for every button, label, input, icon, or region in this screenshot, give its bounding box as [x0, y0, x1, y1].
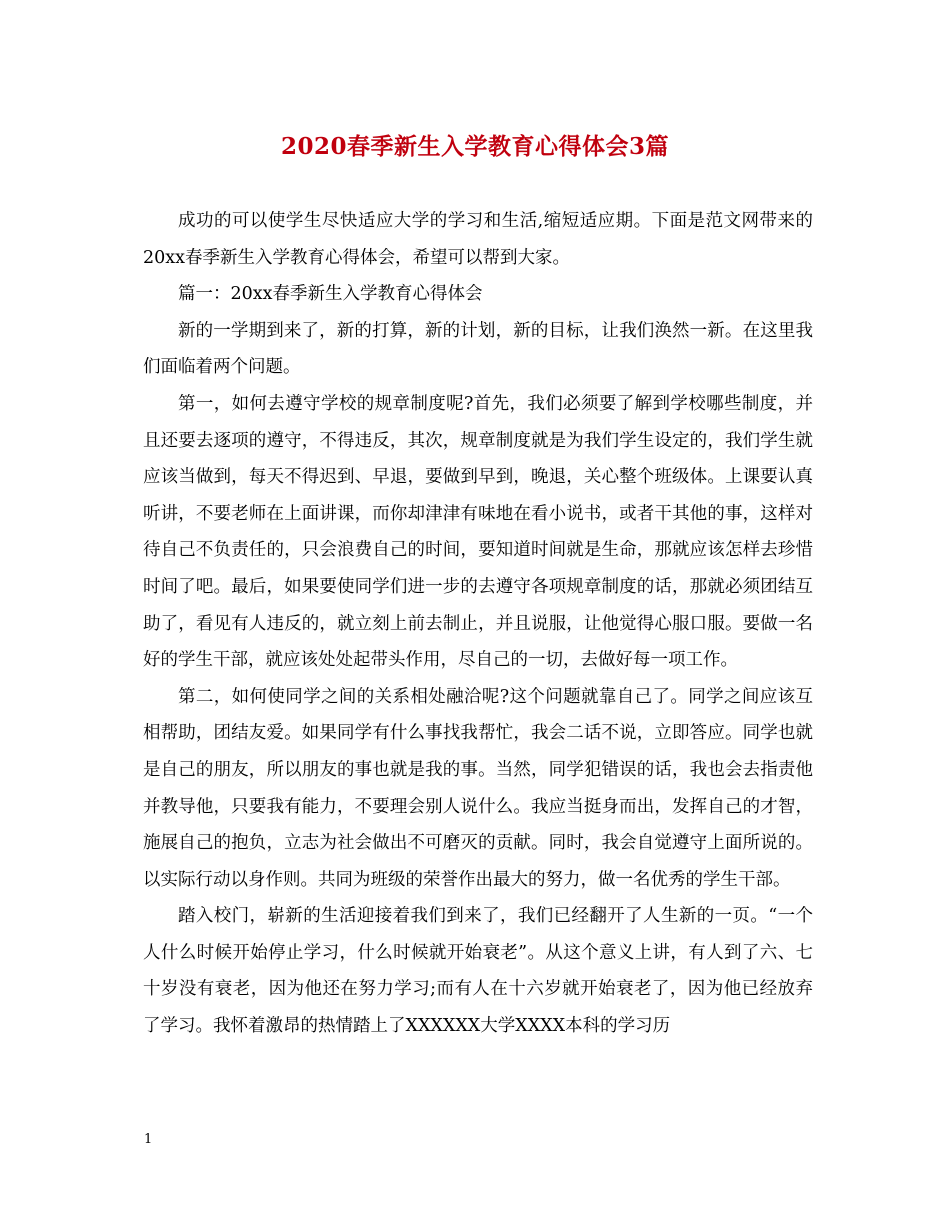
- paragraph-entering-school: 踏入校门，崭新的生活迎接着我们到来了，我们已经翻开了人生新的一页。“一个人什么时候开始停止学习，什么时候就开始衰老”。从这个意义上讲，有人到了六、七十岁没有衰老，因为他还在努力学习;而有人在十六岁就开始衰老了，因为他已经放弃了学习。我怀着激昂的热情踏上了XXXXXX大学XXXX本科的学习历: [143, 906, 813, 1037]
- paragraph-section-heading: 篇一：20xx春季新生入学教育心得体会: [178, 284, 483, 305]
- paragraph-first-question: 第一，如何去遵守学校的规章制度呢?首先，我们必须要了解到学校哪些制度，并且还要去逐项的遵守，不得违反，其次，规章制度就是为我们学生设定的，我们学生就应该当做到，每天不得迟到、早退，要做到早到，晚退，关心整个班级体。上课要认真听讲，不要老师在上面讲课，而你却津津有味地在看小说书，或者干其他的事，这样对待自己不负责任的，只会浪费自己的时间，要知道时间就是生命，那就应该怎样去珍惜时间了吧。最后，如果要使同学们进一步的去遵守各项规章制度的话，那就必须团结互助了，看见有人违反的，就立刻上前去制止，并且说服，让他觉得心服口服。要做一名好的学生干部，就应该处处起带头作用，尽自己的一切，去做好每一项工作。: [143, 393, 813, 671]
- paragraph-new-semester: 新的一学期到来了，新的打算，新的计划，新的目标，让我们涣然一新。在这里我们面临着两个问题。: [143, 320, 813, 378]
- document-title: 2020春季新生入学教育心得体会3篇: [280, 133, 670, 160]
- paragraph-intro: 成功的可以使学生尽快适应大学的学习和生活,缩短适应期。下面是范文网带来的20xx春季新生入学教育心得体会，希望可以帮到大家。: [143, 211, 813, 268]
- page-number: 1: [144, 1132, 153, 1147]
- document-body: [143, 203, 813, 1045]
- paragraph-second-question: 第二，如何使同学之间的关系相处融洽呢?这个问题就靠自己了。同学之间应该互相帮助，团结友爱。如果同学有什么事找我帮忙，我会二话不说，立即答应。同学也就是自己的朋友，所以朋友的事也就是我的事。当然，同学犯错误的话，我也会去指责他并教导他，只要我有能力，不要理会别人说什么。我应当挺身而出，发挥自己的才智，施展自己的抱负，立志为社会做出不可磨灭的贡献。同时，我会自觉遵守上面所说的。以实际行动以身作则。共同为班级的荣誉作出最大的努力，做一名优秀的学生干部。: [143, 686, 813, 890]
